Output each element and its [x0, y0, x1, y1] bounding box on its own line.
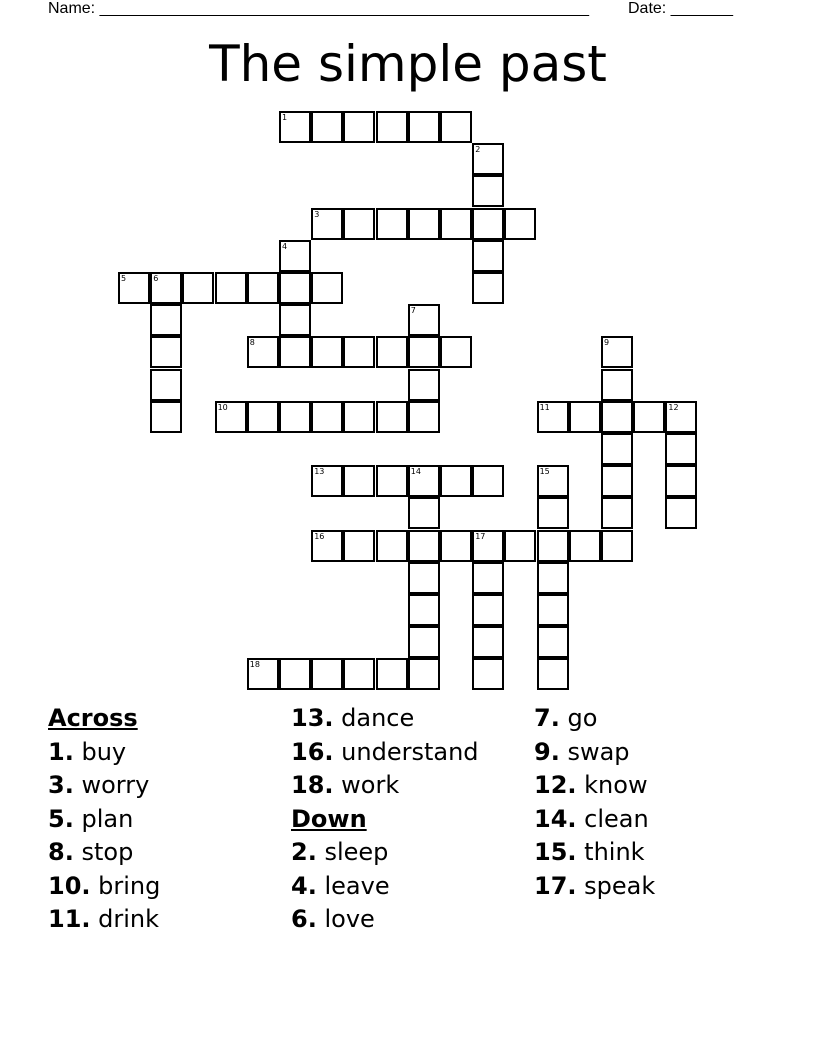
grid-cell[interactable] — [408, 208, 440, 240]
grid-cell[interactable] — [376, 336, 408, 368]
grid-cell[interactable] — [472, 562, 504, 594]
grid-cell[interactable] — [440, 111, 472, 143]
grid-cell[interactable] — [376, 401, 408, 433]
grid-cell[interactable] — [537, 401, 569, 433]
grid-cell[interactable] — [408, 497, 440, 529]
grid-cell[interactable] — [537, 530, 569, 562]
grid-cell[interactable] — [279, 240, 311, 272]
clue-text: stop — [81, 838, 134, 866]
clue-number: 12 — [668, 402, 679, 412]
puzzle-title: The simple past — [209, 35, 607, 93]
grid-cell[interactable] — [376, 111, 408, 143]
grid-cell[interactable] — [665, 497, 697, 529]
grid-cell[interactable] — [537, 465, 569, 497]
grid-cell[interactable] — [408, 594, 440, 626]
grid-cell[interactable] — [279, 272, 311, 304]
grid-cell[interactable] — [408, 562, 440, 594]
clue-text: know — [584, 771, 648, 799]
clue-text: buy — [81, 737, 127, 766]
clue-text: leave — [324, 871, 390, 900]
clue-number: 16 — [314, 531, 325, 541]
clue-number: 17. — [534, 871, 577, 900]
clue-text: speak — [584, 871, 656, 900]
clue-text: sleep — [324, 838, 389, 866]
clue-number: 2. — [291, 838, 317, 866]
grid-cell[interactable] — [633, 401, 665, 433]
grid-cell[interactable] — [537, 497, 569, 529]
clue-number: 15. — [534, 838, 577, 866]
grid-cell[interactable] — [150, 401, 182, 433]
grid-cell[interactable] — [343, 111, 375, 143]
clue-text: plan — [81, 804, 134, 833]
clue-number: 6 — [153, 274, 159, 283]
clue-number: 8 — [249, 338, 255, 348]
clues-column-2 — [291, 702, 531, 937]
clue-number: 9 — [604, 338, 610, 348]
grid-cell[interactable] — [279, 401, 311, 433]
grid-cell[interactable] — [440, 530, 472, 562]
clue-text: work — [341, 771, 400, 799]
down-clue — [534, 769, 774, 803]
header — [48, 0, 748, 20]
grid-cell[interactable] — [150, 272, 182, 304]
across-clue — [48, 836, 278, 870]
clue-text: love — [324, 905, 375, 933]
clue-number: 3. — [48, 771, 74, 799]
clue-number: 11 — [539, 402, 550, 412]
grid-cell[interactable] — [343, 208, 375, 240]
grid-cell[interactable] — [279, 336, 311, 368]
grid-cell[interactable] — [472, 175, 504, 207]
down-clue — [291, 836, 531, 870]
clue-number: 8. — [48, 838, 74, 866]
clue-number: 1 — [282, 113, 288, 122]
grid-cell[interactable] — [601, 530, 633, 562]
grid-cell[interactable] — [537, 562, 569, 594]
grid-cell[interactable] — [311, 530, 343, 562]
grid-cell[interactable] — [247, 336, 279, 368]
across-clue — [48, 736, 278, 770]
clue-number: 2 — [475, 145, 481, 155]
grid-cell[interactable] — [472, 465, 504, 497]
clue-text: swap — [567, 737, 630, 766]
down-clue — [291, 903, 531, 937]
grid-cell[interactable] — [537, 594, 569, 626]
grid-cell[interactable] — [408, 304, 440, 336]
grid-cell[interactable] — [408, 401, 440, 433]
clue-number: 5. — [48, 804, 74, 833]
grid-cell[interactable] — [408, 369, 440, 401]
clue-text: bring — [98, 871, 161, 900]
across-clue — [291, 702, 531, 736]
clue-number: 14 — [410, 467, 421, 477]
grid-cell[interactable] — [569, 401, 601, 433]
clue-text: think — [584, 838, 645, 866]
clue-number: 15 — [539, 467, 550, 477]
grid-cell[interactable] — [472, 658, 504, 690]
grid-cell[interactable] — [504, 530, 536, 562]
grid-cell[interactable] — [408, 336, 440, 368]
across-clue — [291, 769, 531, 803]
clue-number: 17 — [475, 531, 486, 541]
clue-text: drink — [98, 905, 160, 933]
clue-number: 6. — [291, 905, 317, 933]
grid-cell[interactable] — [601, 336, 633, 368]
clue-number: 7 — [410, 306, 416, 316]
grid-cell[interactable] — [601, 497, 633, 529]
grid-cell[interactable] — [215, 401, 247, 433]
grid-cell[interactable] — [408, 530, 440, 562]
clue-number: 12. — [534, 771, 577, 799]
clue-text: clean — [584, 804, 649, 833]
clue-number: 9. — [534, 737, 560, 766]
grid-cell[interactable] — [537, 626, 569, 658]
grid-cell[interactable] — [376, 530, 408, 562]
grid-cell[interactable] — [279, 111, 311, 143]
grid-cell[interactable] — [440, 465, 472, 497]
grid-cell[interactable] — [343, 465, 375, 497]
grid-cell[interactable] — [118, 272, 150, 304]
down-clue — [534, 836, 774, 870]
grid-cell[interactable] — [601, 465, 633, 497]
grid-cell[interactable] — [569, 530, 601, 562]
clue-number: 3 — [314, 209, 320, 219]
grid-cell[interactable] — [601, 401, 633, 433]
grid-cell[interactable] — [343, 401, 375, 433]
grid-cell[interactable] — [601, 433, 633, 465]
down-clue — [534, 702, 774, 736]
grid-cell[interactable] — [472, 594, 504, 626]
grid-cell[interactable] — [247, 658, 279, 690]
date-field[interactable]: Date: _______ — [628, 0, 733, 17]
grid-cell[interactable] — [311, 208, 343, 240]
grid-cell[interactable] — [279, 304, 311, 336]
grid-cell[interactable] — [150, 304, 182, 336]
grid-cell[interactable] — [601, 369, 633, 401]
clue-number: 18 — [249, 660, 260, 670]
grid-cell[interactable] — [665, 465, 697, 497]
grid-cell[interactable] — [472, 272, 504, 304]
grid-cell[interactable] — [472, 530, 504, 562]
grid-cell[interactable] — [311, 401, 343, 433]
across-clue — [48, 870, 278, 904]
grid-cell[interactable] — [343, 658, 375, 690]
clue-number: 1. — [48, 737, 74, 766]
clue-number: 16. — [291, 737, 334, 766]
clue-number: 13. — [291, 704, 334, 732]
clue-number: 10. — [48, 871, 91, 900]
clue-number: 14. — [534, 804, 577, 833]
clue-text: understand — [341, 737, 479, 766]
grid-cell[interactable] — [311, 336, 343, 368]
across-clue — [48, 769, 278, 803]
across-clue — [48, 903, 278, 937]
grid-cell[interactable] — [150, 336, 182, 368]
grid-cell[interactable] — [343, 530, 375, 562]
grid-cell[interactable] — [311, 272, 343, 304]
grid-cell[interactable] — [665, 401, 697, 433]
name-field[interactable]: Name: _______________________________________________________ — [48, 0, 589, 17]
grid-cell[interactable] — [440, 336, 472, 368]
grid-cell[interactable] — [150, 369, 182, 401]
grid-cell[interactable] — [408, 626, 440, 658]
grid-cell[interactable] — [376, 658, 408, 690]
down-clue — [291, 870, 531, 904]
clues-column-3 — [534, 702, 774, 903]
clue-number: 5 — [121, 274, 127, 283]
across-heading: Across — [48, 704, 138, 732]
grid-cell[interactable] — [472, 143, 504, 175]
grid-cell[interactable] — [247, 401, 279, 433]
clue-number: 7. — [534, 704, 560, 732]
clue-text: worry — [81, 771, 150, 799]
grid-cell[interactable] — [408, 658, 440, 690]
grid-cell[interactable] — [247, 272, 279, 304]
grid-cell[interactable] — [440, 208, 472, 240]
down-heading: Down — [291, 804, 367, 833]
clue-text: go — [567, 704, 598, 732]
grid-cell[interactable] — [279, 658, 311, 690]
grid-cell[interactable] — [182, 272, 214, 304]
grid-cell[interactable] — [665, 433, 697, 465]
grid-cell[interactable] — [408, 465, 440, 497]
grid-cell[interactable] — [311, 658, 343, 690]
clue-number: 18. — [291, 771, 334, 799]
clue-number: 10 — [217, 402, 228, 412]
grid-cell[interactable] — [537, 658, 569, 690]
grid-cell[interactable] — [311, 465, 343, 497]
clue-number: 4. — [291, 871, 317, 900]
down-clue — [534, 870, 774, 904]
clue-number: 11. — [48, 905, 91, 933]
clues-column-1 — [48, 702, 278, 937]
across-clue — [48, 803, 278, 837]
across-clue — [291, 736, 531, 770]
clue-number: 4 — [282, 241, 288, 251]
grid-cell[interactable] — [215, 272, 247, 304]
clue-text: dance — [341, 704, 415, 732]
grid-cell[interactable] — [472, 208, 504, 240]
grid-cell[interactable] — [408, 111, 440, 143]
grid-cell[interactable] — [343, 336, 375, 368]
clue-number: 13 — [314, 467, 325, 477]
down-clue — [534, 736, 774, 770]
grid-cell[interactable] — [504, 208, 536, 240]
down-clue — [534, 803, 774, 837]
grid-cell[interactable] — [376, 208, 408, 240]
grid-cell[interactable] — [472, 240, 504, 272]
grid-cell[interactable] — [472, 626, 504, 658]
grid-cell[interactable] — [311, 111, 343, 143]
grid-cell[interactable] — [376, 465, 408, 497]
